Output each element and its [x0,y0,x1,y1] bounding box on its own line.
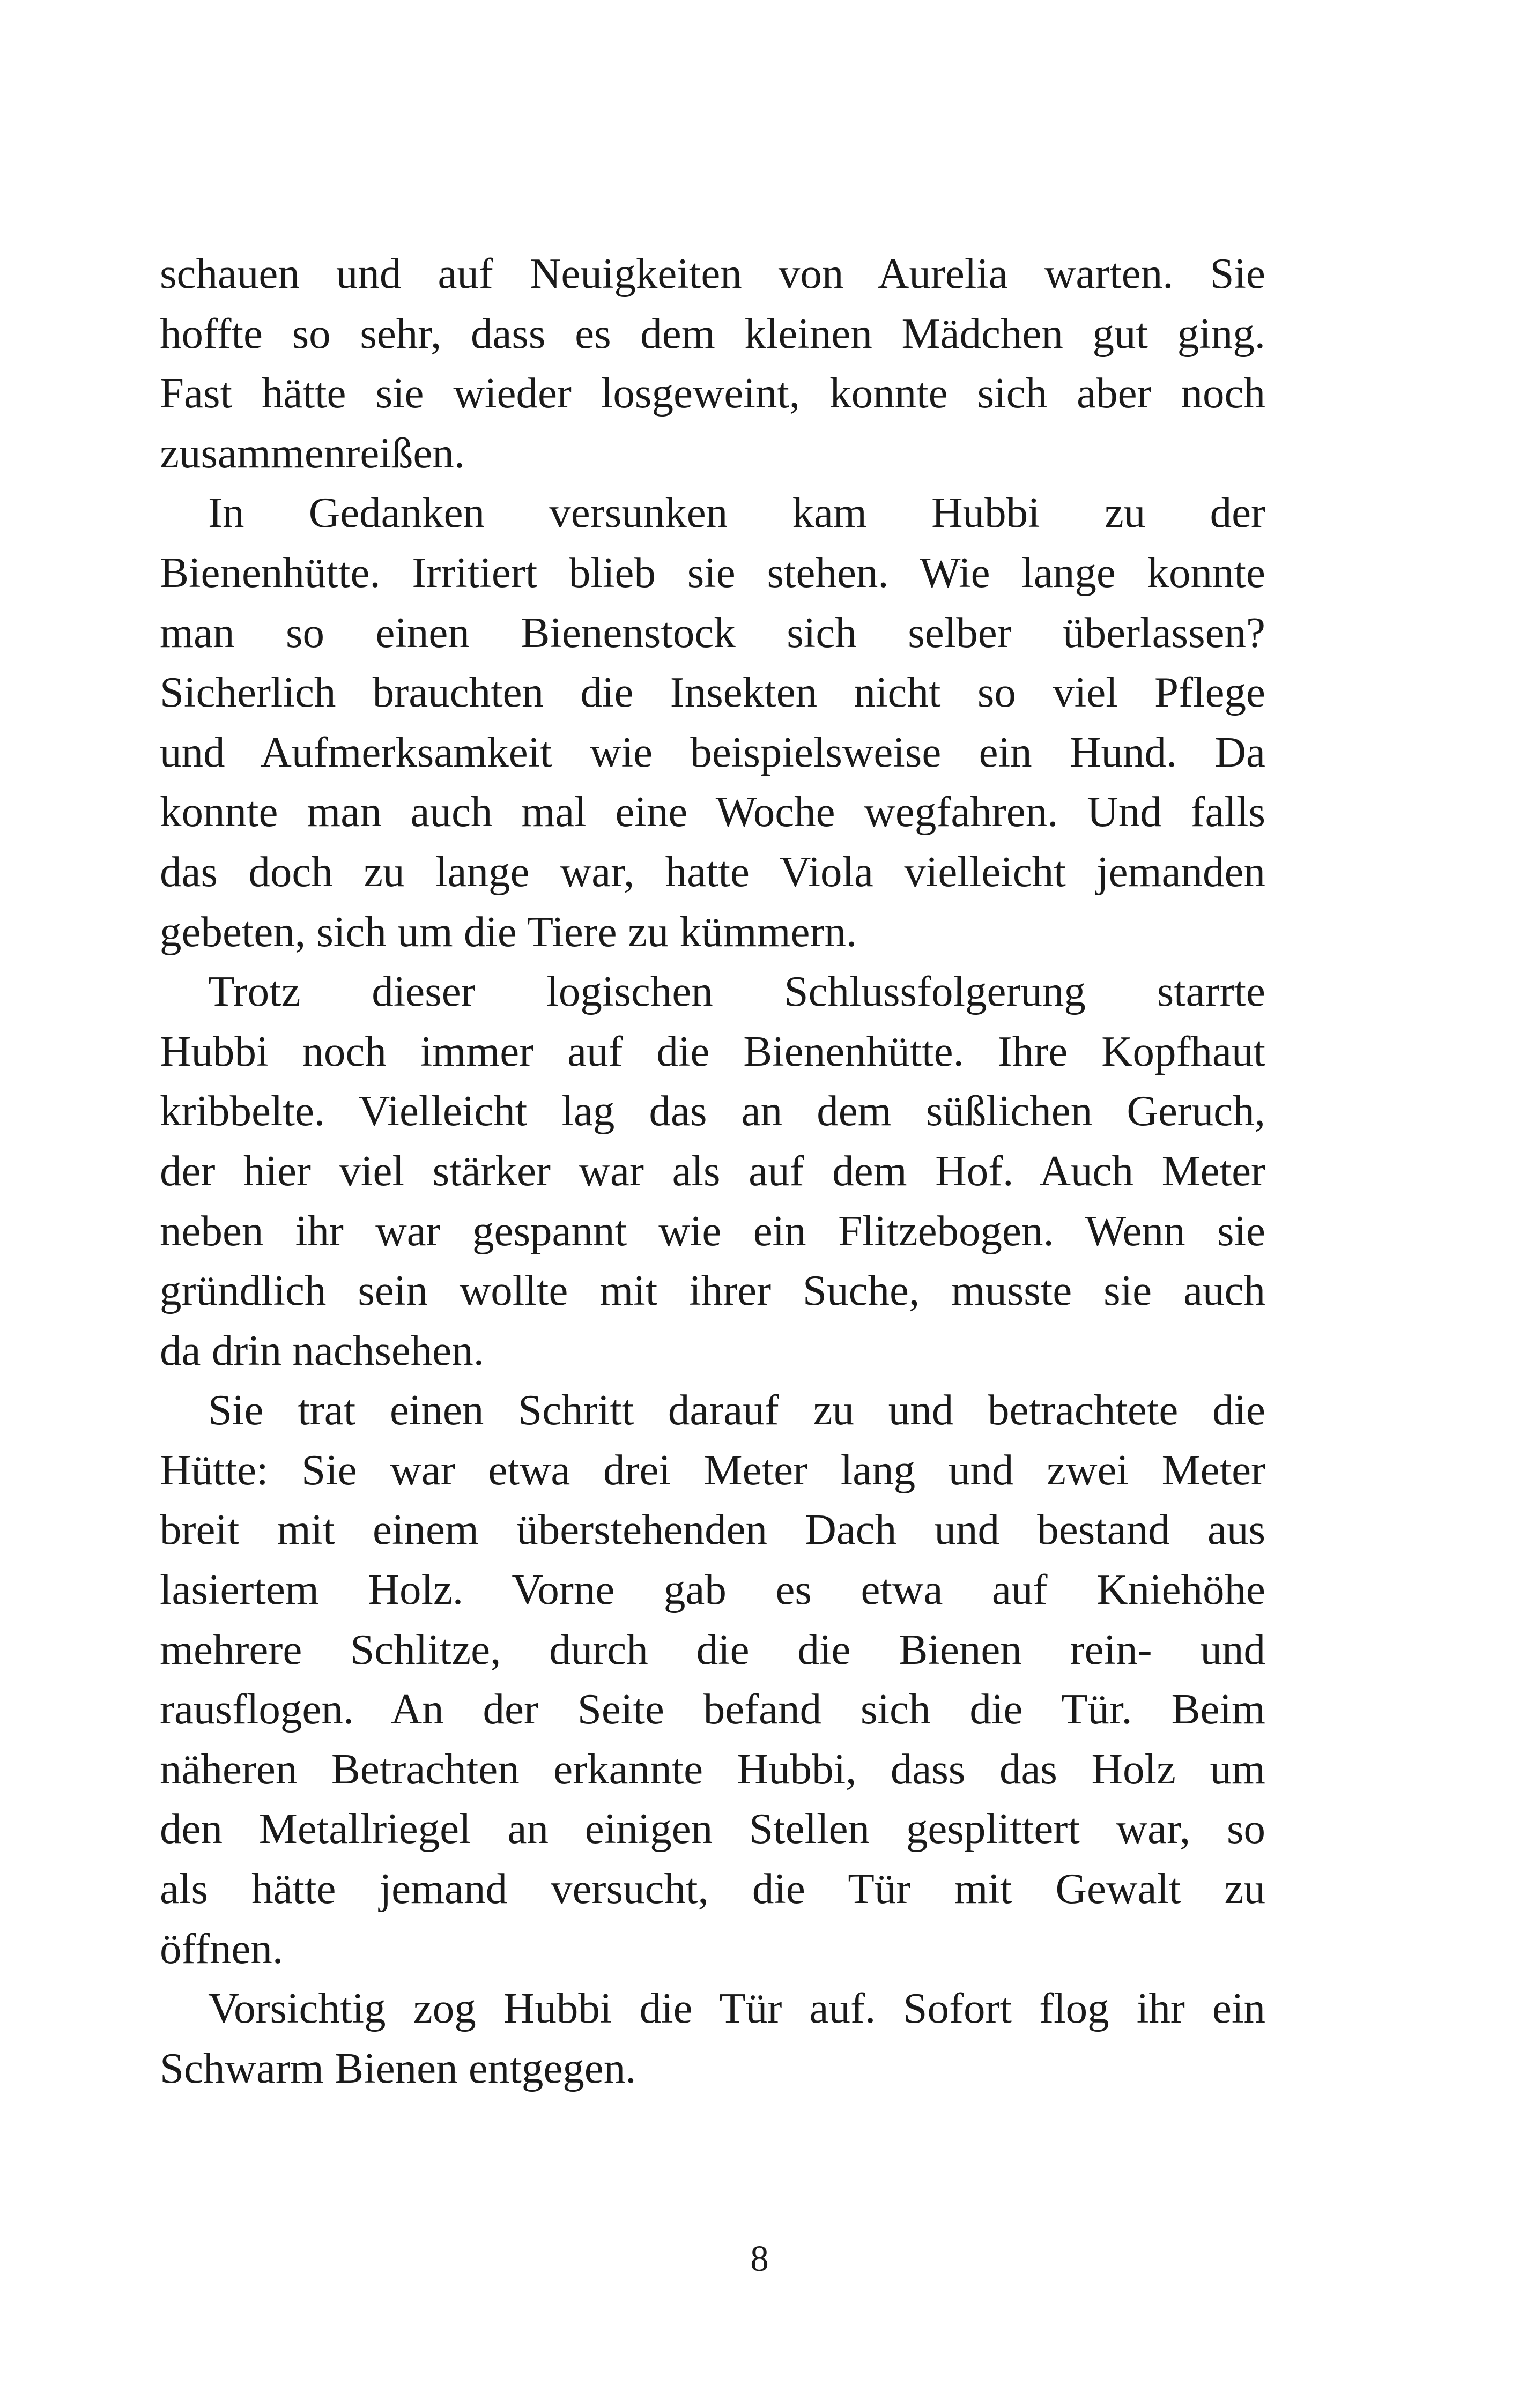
paragraph [160,244,1265,483]
text-line: Vorsichtig zog Hubbi die Tür auf. Sofort flog ihr ein [208,1984,1265,2033]
paragraph [160,962,1265,1380]
text-line: rausflogen. An der Seite befand sich die Tür. Beim [160,1685,1265,1734]
text-line: hoffte so sehr, dass es dem kleinen Mädchen gut ging. [160,309,1265,358]
text-line: näheren Betrachten erkannte Hubbi, dass das Holz um [160,1744,1265,1793]
text-line: das doch zu lange war, hatte Viola vielleicht jemanden [160,847,1265,896]
text-line: kribbelte. Vielleicht lag das an dem süßlichen Geruch, [160,1087,1265,1135]
text-line: gebeten, sich um die Tiere zu kümmern. [160,907,857,956]
text-line: Fast hätte sie wieder losgeweint, konnte sich aber noch [160,369,1265,418]
text-line: Trotz dieser logischen Schlussfolgerung starrte [208,967,1265,1016]
paragraph [160,1380,1265,1979]
text-line: man so einen Bienenstock sich selber überlassen? [160,608,1265,657]
text-line: als hätte jemand versucht, die Tür mit Gewalt zu [160,1864,1265,1913]
paragraph [160,483,1265,962]
text-line: lasiertem Holz. Vorne gab es etwa auf Kniehöhe [160,1565,1265,1614]
text-line: mehrere Schlitze, durch die die Bienen rein- und [160,1625,1265,1674]
text-line: schauen und auf Neuigkeiten von Aurelia warten. Sie [160,249,1265,298]
text-line: da drin nachsehen. [160,1326,485,1374]
text-line: neben ihr war gespannt wie ein Flitzebogen. Wenn sie [160,1206,1265,1255]
paragraph [160,1979,1265,2098]
text-line: öffnen. [160,1924,284,1973]
page-number: 8 [750,2238,769,2279]
text-line: breit mit einem überstehenden Dach und bestand aus [160,1505,1265,1554]
text-line: gründlich sein wollte mit ihrer Suche, musste sie auch [160,1266,1265,1315]
text-line: In Gedanken versunken kam Hubbi zu der [208,488,1265,537]
body-text [160,244,1265,2098]
text-line: Schwarm Bienen entgegen. [160,2043,636,2092]
text-line: konnte man auch mal eine Woche wegfahren. Und falls [160,787,1265,836]
text-line: Hubbi noch immer auf die Bienenhütte. Ihre Kopfhaut [160,1027,1265,1075]
text-line: Bienenhütte. Irritiert blieb sie stehen. Wie lange konnte [160,548,1265,597]
text-line: Sicherlich brauchten die Insekten nicht so viel Pflege [160,668,1265,717]
text-line: und Aufmerksamkeit wie beispielsweise ein Hund. Da [160,727,1265,776]
text-line: Hütte: Sie war etwa drei Meter lang und zwei Meter [160,1445,1265,1494]
text-line: der hier viel stärker war als auf dem Hof. Auch Meter [160,1146,1265,1195]
text-line: Sie trat einen Schritt darauf zu und betrachtete die [208,1386,1265,1435]
text-line: zusammenreißen. [160,428,465,477]
text-line: den Metallriegel an einigen Stellen gesplittert war, so [160,1804,1265,1853]
